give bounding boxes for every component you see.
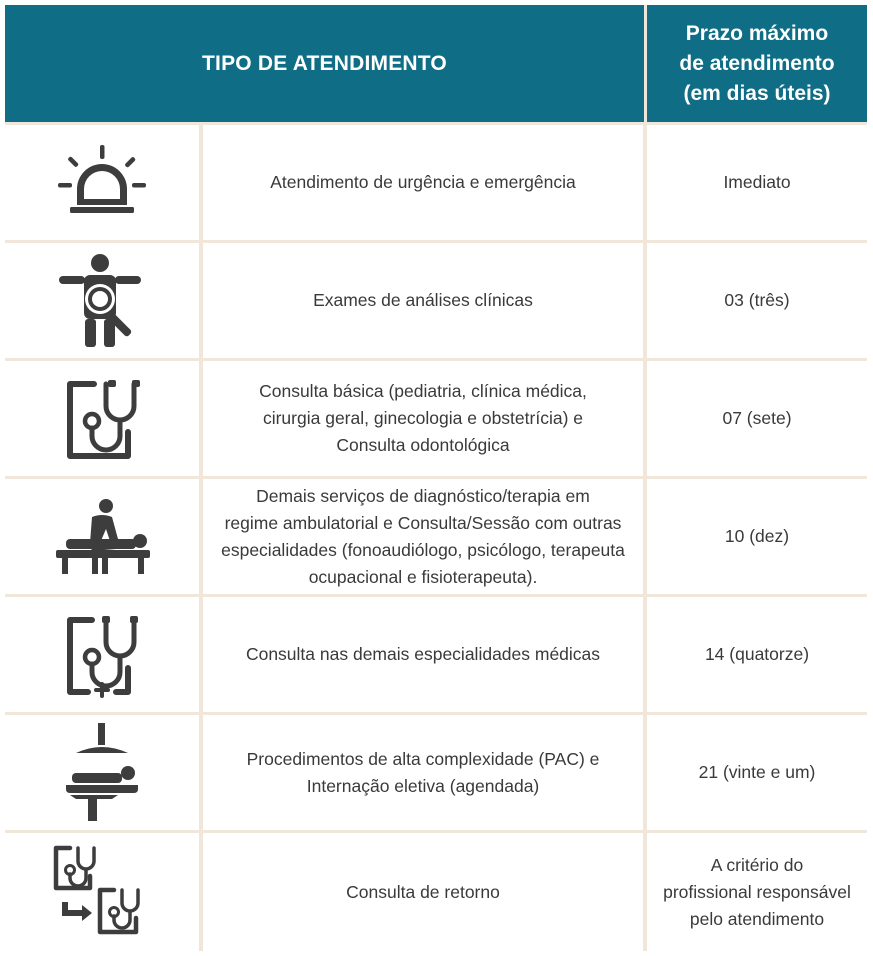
row-icon-cell [5, 597, 199, 712]
emergency-siren-icon [57, 143, 147, 223]
description-line: Consulta odontológica [336, 435, 510, 455]
description-line: Demais serviços de diagnóstico/terapia em [256, 485, 590, 506]
table-row [5, 715, 867, 830]
row-description [203, 243, 643, 358]
deadline-line: 10 (dez) [724, 526, 790, 546]
row-deadline [647, 479, 867, 594]
deadline-line: A critério do [710, 854, 804, 875]
clinical-analysis-exam-icon [57, 251, 147, 351]
header-max-deadline [647, 5, 867, 122]
description-line: Exames de análises clínicas [313, 290, 533, 310]
table-row [5, 479, 867, 594]
header-deadline-line: (em dias úteis) [683, 81, 831, 105]
description-line: Consulta nas demais especialidades médicas [245, 644, 601, 664]
table-header [5, 5, 867, 122]
table-row [5, 125, 867, 240]
return-consultation-icon [52, 844, 152, 940]
deadline-line: Imediato [723, 172, 791, 192]
table-row [5, 597, 867, 712]
row-icon-cell [5, 243, 199, 358]
table-row [5, 243, 867, 358]
row-deadline [647, 243, 867, 358]
row-icon-cell [5, 361, 199, 476]
description-line: ocupacional e fisioterapeuta). [308, 566, 538, 587]
deadline-line: 21 (vinte e um) [698, 762, 816, 782]
row-deadline [647, 597, 867, 712]
row-deadline [647, 361, 867, 476]
row-icon-cell [5, 479, 199, 594]
row-description [203, 361, 643, 476]
row-deadline [647, 715, 867, 830]
description-line: cirurgia geral, ginecologia e obstetrícia) e [262, 408, 584, 428]
surgery-table-icon [62, 723, 142, 823]
deadline-line: pelo atendimento [689, 908, 825, 929]
stethoscope-clipboard-icon [64, 376, 140, 462]
table-row [5, 833, 867, 951]
row-deadline [647, 833, 867, 951]
service-deadline-table [5, 5, 867, 951]
description-line: Consulta de retorno [346, 881, 500, 902]
row-description [203, 597, 643, 712]
row-icon-cell [5, 715, 199, 830]
table-row [5, 361, 867, 476]
row-description [203, 479, 643, 594]
deadline-line: profissional responsável [663, 881, 851, 902]
header-deadline-line: de atendimento [679, 51, 835, 75]
row-icon-cell [5, 125, 199, 240]
deadline-line: 14 (quatorze) [704, 644, 810, 664]
row-description [203, 125, 643, 240]
header-service-type: TIPO DE ATENDIMENTO [5, 5, 644, 122]
row-description [203, 833, 643, 951]
therapy-massage-icon [52, 499, 152, 575]
description-line: regime ambulatorial e Consulta/Sessão com outras [224, 512, 622, 533]
row-deadline [647, 125, 867, 240]
stethoscope-clipboard-plus-icon [64, 612, 140, 698]
description-line: Internação eletiva (agendada) [306, 775, 540, 796]
deadline-line: 07 (sete) [722, 408, 792, 428]
description-line: especialidades (fonoaudiólogo, psicólogo, terapeuta [221, 539, 625, 560]
row-icon-cell [5, 833, 199, 951]
description-line: Consulta básica (pediatria, clínica médica, [259, 381, 587, 401]
deadline-line: 03 (três) [724, 290, 790, 310]
description-line: Atendimento de urgência e emergência [270, 172, 576, 192]
description-line: Procedimentos de alta complexidade (PAC) e [246, 748, 600, 769]
row-description [203, 715, 643, 830]
header-deadline-line: Prazo máximo [685, 21, 829, 45]
